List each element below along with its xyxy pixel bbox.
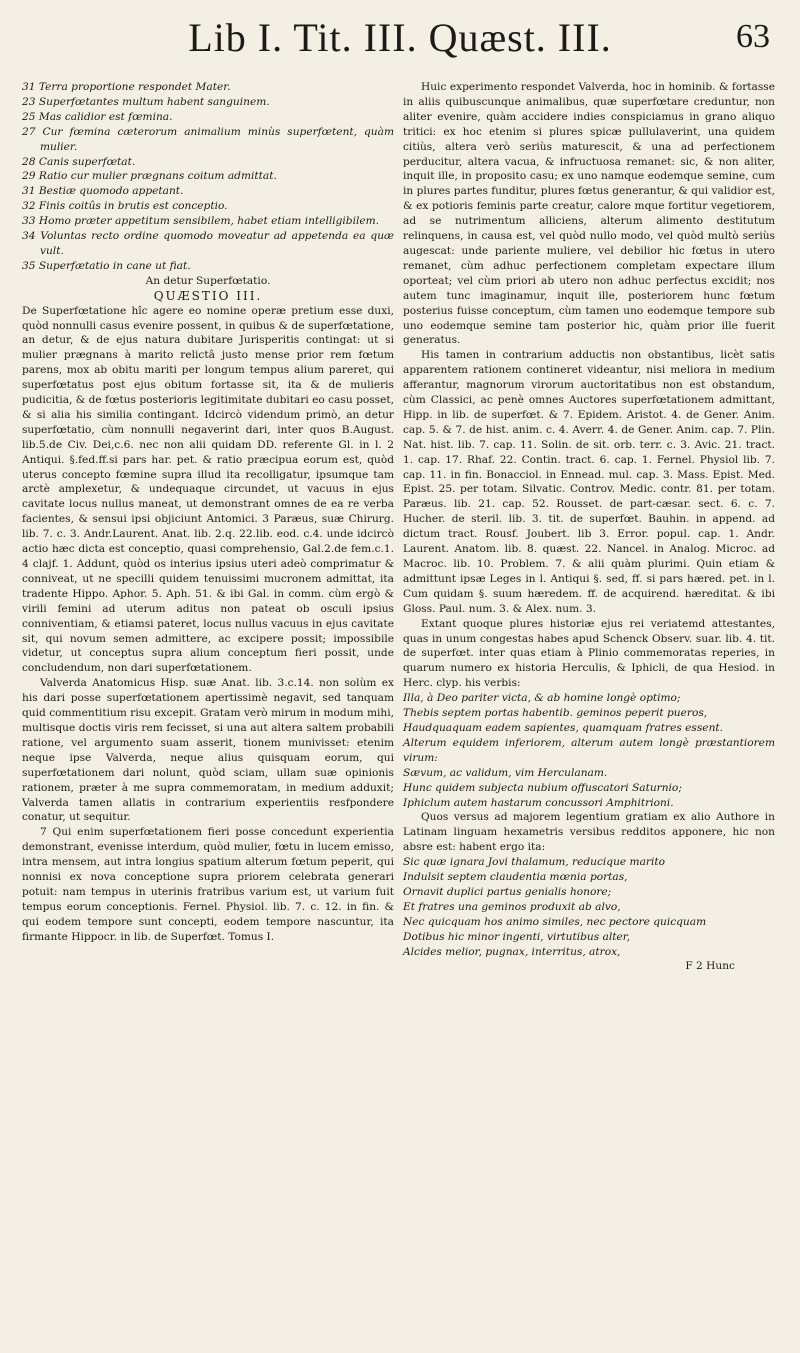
verse-line: Nec quicquam hos animo similes, nec pectore quicquam	[403, 915, 707, 928]
body-paragraph: His tamen in contrarium adductis non obstantibus, licèt satis apparentem rationem contineret videantur, nisi meliora in medium afferantur, magnorum virorum auctoritatibus non est obstandum, cùm Classici, ac penè omnes Auctores superfœtationem admittant, Hipp. in lib. de superfœt. & 7. Epidem. Aristot. 4. de Gener. Anim. cap. 5. & 7. de hist. anim. c. 4. Averr. 4. de Gener. Anim. cap. 7. Plin. Nat. hist. lib. 7. cap. 11. Solin. de sit. orb. terr. c. 3. Avic. 21. tract. 1. cap. 17. Rhaf. 22. Contin. tract. 6. cap. 1. Fernel. Physiol lib. 7. cap. 11. in fin. Bonacciol. in Ennead. mul. cap. 3. Mass. Epist. Med. Epist. 25. per totam. Silvatic. Controv. Medic. contr. 81. per totam. Paræus. lib. 21. cap. 52. Rousset. de part-cæsar. sect. 6. c. 7. Hucher. de steril. lib. 3. tit. de superfœt. Bauhin. in append. ad dictum tract. Rousf. Joubert. lib 3. Error. popul. cap. 1. Andr. Laurent. Anatom. lib. 8. quæst. 22. Nancel. in Analog. Microc. ad Macroc. lib. 10. Problem. 7. & alii quàm plurimi. Quin etiam & admittunt ipsæ Leges in l. Antiqui §. sed, ff. si pars hæred. pet. in l. Cum quidam §. suum hæredem. ff. de acquirend. hæreditat. & ibi Gloss. Paul. num. 3. & Alex. num. 3.	[403, 349, 775, 615]
summary-item: 31 Terra proportione respondet Mater.	[22, 81, 231, 93]
running-title: Lib I. Tit. III. Quæst. III.	[188, 15, 612, 60]
verse-line: Sic quæ ignara Jovi thalamum, reducique marito	[403, 856, 665, 869]
left-column	[22, 80, 394, 945]
verse-line: Iphiclum autem hastarum concussori Amphitrioni.	[403, 796, 674, 809]
summary-item: 28 Canis superfœtat.	[22, 155, 136, 168]
summary-item: 23 Superfœtantes multum habent sanguinem.	[22, 95, 270, 108]
verse-line: Alterum equidem inferiorem, alterum autem longè præstantiorem virum:	[403, 736, 775, 764]
summary-item: 25 Mas calidior est fœmina.	[22, 110, 173, 123]
verse-line: Dotibus hic minor ingenti, virtutibus alter,	[403, 930, 631, 943]
summary-item: 34 Voluntas recto ordine quomodo moveatur ad appetenda ea quæ vult.	[22, 230, 394, 257]
body-paragraph: De Superfœtatione hîc agere eo nomine operæ pretium esse duxi, quòd nonnulli casus evenire possent, in quibus & de superfœtatione, an detur, & de ejus natura dubitare Jurisperitis contingat: ut si mulier prægnans à marito relictâ justo mense prior rem fœtum parens, mox ab obitu mariti per longum tempus alium pareret, qui superfœtatus post ejus obitum fortasse sit, ita & de mulieris pudicitia, & de fœtus posterioris legitimitate dubitari eo casu posset, & si alia his similia contingant. Idcircò videndum primò, an detur superfœtatio, cùm nonnulli negaverint dari, inter quos B.August. lib.5.de Civ. Dei,c.6. nec non alii quidam DD. referente Gl. in l. 2 Antiqui. §.fed.ff.si pars har. pet. & ratio præcipua eorum est, quòd uterus concepto fœmine supra illud ita recolligatur, ipsumque tam arctè amplexetur, & undequaque circundet, ut vacuus in ejus cavitate locus nullus maneat, ut demonstrant omnes de ea re verba facientes, & sensui ipsi objiciunt Antomici. 3 Paræus, suæ Chirurg. lib. 7. c. 3. Andr.Laurent. Anat. lib. 2.q. 22.lib. eod. c.4. unde idcircò actio hæc dicta est conceptio, quasi comprehensio, Gal.2.de fem.c.1. 4 clajf. 1. Addunt, quòd os interius ipsius uteri adeò comprimatur & conniveat, ut ne specilli quidem tenuissimi mucronem admittat, ita tradente Hippo. Aphor. 5. Aph. 51. & ibi Gal. in comm. cùm ergò & virili femini ad uterum aditus non pateat ob osculi ipsius conniventiam, & etiamsi pateret, locus nullus vacuus in ejus cavitate sit, qui novum semen admittere, ac excipere possit; impossibile videtur, ut conceptus supra alium conceptum fieri possit, unde concludendum, non dari superfœtationem.	[22, 304, 394, 675]
verse-line: Haudquaquam eadem sapientes, quamquam fratres essent.	[403, 721, 724, 734]
verse-line: Alcides melior, pugnax, interritus, atrox,	[403, 945, 621, 958]
right-column	[403, 80, 775, 974]
summary-item: 27 Cur fœmina cæterorum animalium minùs superfœtent, quàm mulier.	[22, 125, 394, 153]
body-paragraph: Quos versus ad majorem legentium gratiam ex alio Authore in Latinam linguam hexametris versibus redditos apponere, hic non absre est: habent ergo ita:	[403, 811, 775, 854]
page-header	[0, 12, 800, 76]
verse-line: Sævum, ac validum, vim Herculanam.	[403, 766, 608, 779]
body-paragraph: Valverda Anatomicus Hisp. suæ Anat. lib. 3.c.14. non solùm ex his dari posse superfœtationem apertissimè negavit, sed tanquam quid commentitium risu excepit. Gratam verò mirum in modum mihi, multisque doctis viris rem fecisset, si una aut altera saltem probabili ratione, vel argumento suam asserit, tionem munivisset: etenim neque ipse Valverda, neque alius quisquam eorum, qui superfœtationem dari nolunt, quòd sciam, ullam suæ opinionis rationem, præter à me supra commemoratam, in medium adduxit; Valverda tamen allatis in contrarium experientiis resfpondere conatur, ut sequitur.	[22, 677, 394, 824]
verse-line: Hunc quidem subjecta nubium offuscatori Saturnio;	[403, 781, 682, 794]
verse-line: Et fratres una geminos produxit ab alvo,	[403, 900, 621, 913]
summary-item: 32 Finis coitûs in brutis est conceptio.	[22, 200, 228, 213]
body-paragraph: Huic experimento respondet Valverda, hoc in hominib. & fortasse in aliis quibuscunque animalibus, quæ superfœtare creduntur, non aliter evenire, quàm accidere indies conspiciamus in grano aliquo tritici: ex hoc etenim si plures spicæ pullulaverint, una quidem citiùs, altera verò seriùs maturescit, & una ad perfectionem perducitur, altera vacua, & infructuosa remanet: sic, & non aliter, inquit ille, in proposito casu; ex uno namque eodemque semine, cum in plures partes funditur, plures fœtus generantur, & qui validior est, & ex potioris feminis parte creatur, calore mque fortitur vegetiorem, ad se nutrimentum alliciens, alterum alimento destitutum relinquens, in causa est, vel quòd nullo modo, vel quòd multò seriùs augescat: unde pariente muliere, vel debilior hic fœtus in utero remanet, cùm adhuc perfectionem completam expectare illum oporteat; vel cùm priori ab utero non adhuc perfectus excidit; nos autem tunc imaginamur, inquit ille, posteriorem hunc fœtum posterius fuisse conceptum, cùm tamen uno eodemque tempore sub uno eodemque semine tam posterior hic, quàm prior ille fuerit generatus.	[403, 81, 775, 347]
question-subtitle: An detur Superfœtatio.	[145, 274, 271, 287]
body-paragraph: 7 Qui enim superfœtationem fieri posse concedunt experientia demonstrant, evenisse interdum, quòd mulier, fœtu in lucem emisso, intra mensem, aut intra longius spatium alterum fœtum peperit, qui nonnisi ex nova conceptione supra priorem celebrata generari potuit: nam tempus in uterinis fratribus varium est, ut varium fuit tempus eorum conceptionis. Fernel. Physiol. lib. 7. c. 12. in fin. & qui eodem tempore sunt concepti, eodem tempore nascuntur, ita firmante Hippocr. in lib. de Superfœt. Tomus I.	[22, 826, 394, 943]
summary-item: 35 Superfætatio in cane ut fiat.	[22, 259, 191, 272]
verse-line: Illa, à Deo pariter victa, & ab homine longè optimo;	[403, 692, 681, 705]
question-heading: QUÆSTIO III.	[153, 288, 263, 303]
page-number: 63	[736, 18, 770, 55]
body-paragraph: Extant quoque plures historiæ ejus rei veriatemd attestantes, quas in unum congestas habes apud Schenck Observ. suar. lib. 4. tit. de superfœt. inter quas etiam à Plinio commemoratas reperies, in quarum numero ex historia Herculis, & Iphicli, de qua Hesiod. in Herc. clyp. his verbis:	[403, 617, 775, 690]
summary-item: 29 Ratio cur mulier prægnans coitum admittat.	[22, 170, 277, 183]
catchword: F 2 Hunc	[685, 960, 735, 973]
verse-line: Thebis septem portas habentib. geminos peperit pueros,	[403, 707, 708, 720]
verse-line: Ornavit duplici partus genialis honore;	[403, 885, 612, 898]
summary-item: 33 Homo præter appetitum sensibilem, habet etiam intelligibilem.	[22, 215, 380, 228]
summary-item: 31 Bestiæ quomodo appetant.	[22, 185, 184, 198]
verse-line: Indulsit septem claudentia mœnia portas,	[403, 871, 628, 884]
